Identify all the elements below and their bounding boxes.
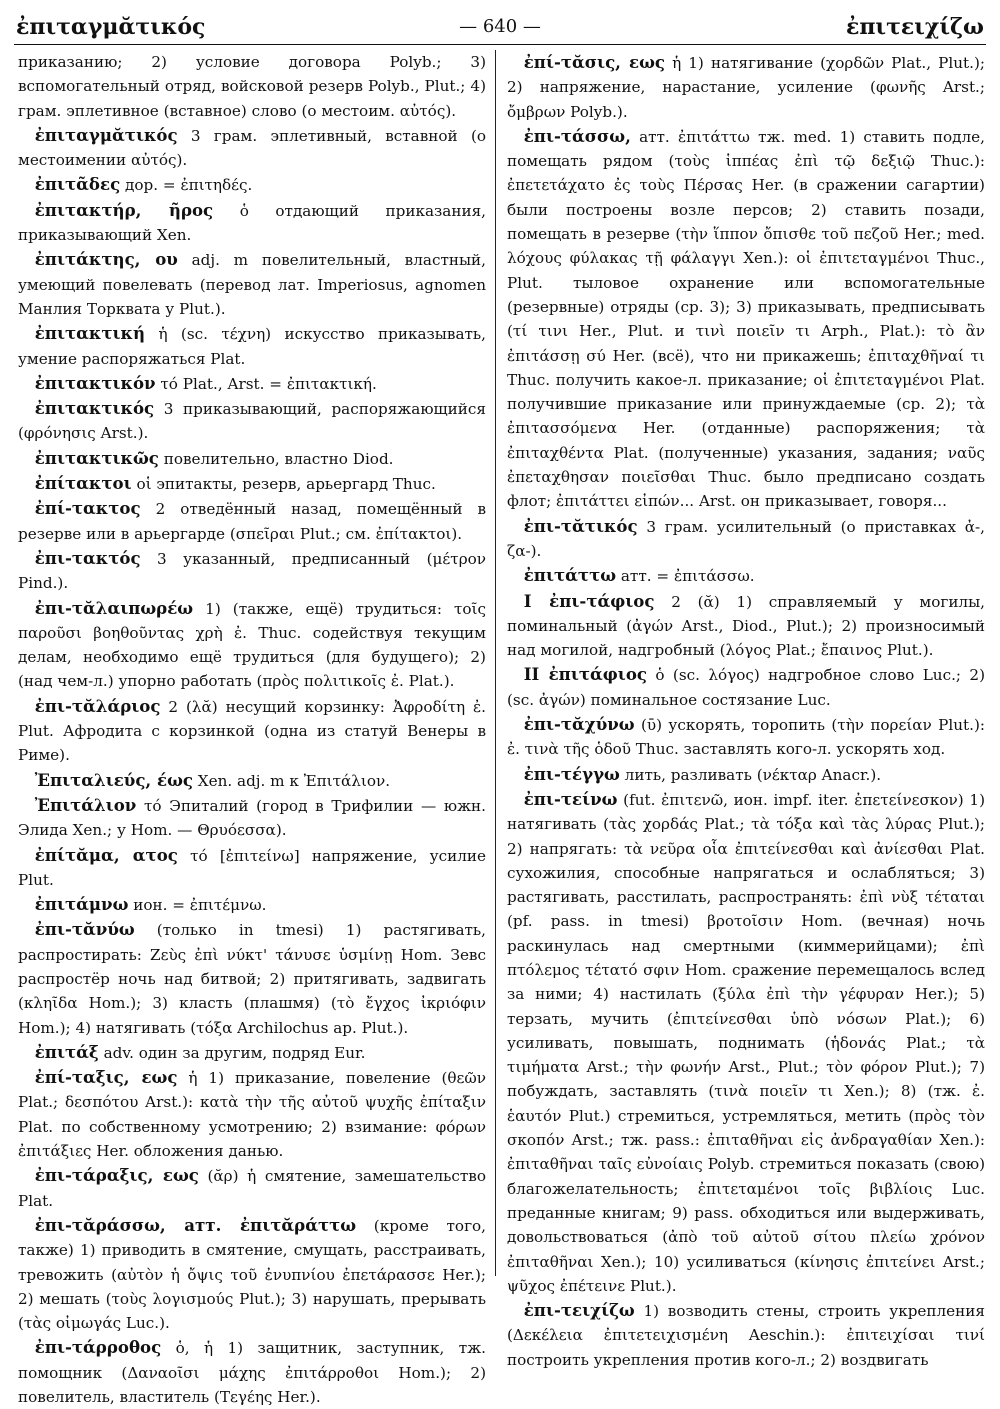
entry-definition: дор. = ἐπιτηδές. xyxy=(125,176,253,195)
left-column xyxy=(18,50,487,1407)
entry-definition: adv. один за другим, подряд Eur. xyxy=(103,1043,366,1062)
entry-headword: ἐπι-τέγγω xyxy=(523,763,620,784)
entry-headword: ἐπιτακτικόν xyxy=(34,372,156,393)
entry-definition: ὁ отдающий приказания, приказывающий Xen. xyxy=(18,201,486,245)
entry-headword: Ἐπιτάλιον xyxy=(34,794,137,815)
entry-headword: ἐπι-τείνω xyxy=(523,788,618,809)
entry-definition: τό Plat., Arst. = ἐπιτακτική. xyxy=(160,374,377,393)
entry-headword: ἐπιτάξ xyxy=(34,1041,99,1062)
entry-headword: ἐπί-ταξις, εως xyxy=(34,1067,178,1088)
entry-definition: τό Эпиталий (город в Трифилии — южн. Элида Xen.; у Hom. — Θρυόεσσα). xyxy=(18,796,486,840)
entry-headword: ἐπίτακτοι xyxy=(34,473,132,494)
entry-headword: ἐπιτάττω xyxy=(523,565,617,586)
page-header xyxy=(14,8,986,45)
entry-headword: ἐπι-τᾰνύω xyxy=(34,919,135,940)
entry-definition: ἡ (sc. τέχνη) искусство приказывать, умение распоряжаться Plat. xyxy=(18,325,486,368)
entry-headword: ἐπίτᾰμα, ατος xyxy=(34,844,178,865)
dictionary-entry xyxy=(18,446,486,471)
entry-definition: 3 указанный, предписанный (μέτρον Pind.). xyxy=(18,549,486,593)
entry-definition: ἡ 1) приказание, повеление (θεῶν Plat.; δεσπότου Arst.): κατὰ τὴν τῆς αὐτοῦ ψυχῆς ἐπίταξιν Plat. по собственному усмотрению; 2) взимание: φόρων ἐπιτάξιες Her. обложения данью. xyxy=(18,1069,487,1161)
entry-definition: 3 грам. эплетивный, вставной (о местоимении αὐτός). xyxy=(18,126,487,170)
dictionary-entry xyxy=(18,396,486,446)
entry-headword: ἐπιτάμνω xyxy=(34,894,129,915)
entry-definition: (кроме того, также) 1) приводить в смятение, смущать, расстраивать, тревожить (αὐτὸν ἡ ὄψις τοῦ ἐνυπνίου ἐπετάρασσε Her.); 2) мешать (τοὺς λογισμούς Plut.); 3) нарушать, прерывать (τὰς οἰμωγάς Luc.). xyxy=(18,1216,487,1333)
entry-definition: 2 (λᾰ) несущий корзинку: Ἀφροδίτη ἐ. Plut. Афродита с корзинкой (одна из статуй Венеры в Риме). xyxy=(18,697,487,765)
dictionary-entry xyxy=(507,1298,985,1372)
entry-headword: I ἐπι-τάφιος xyxy=(523,590,655,611)
entry-definition: ион. = ἐπιτέμνω. xyxy=(133,896,267,915)
dictionary-entry xyxy=(18,172,486,197)
dictionary-entry xyxy=(507,762,985,787)
dictionary-entry xyxy=(18,793,486,843)
dictionary-entry xyxy=(18,892,486,917)
dictionary-entry xyxy=(18,247,486,321)
entry-headword: ἐπι-τᾰλαιπωρέω xyxy=(34,597,194,618)
entry-headword: ἐπι-τάραξις, εως xyxy=(34,1165,199,1186)
entry-definition: 2 отведённый назад, помещённый в резерве или в арьергарде (σπεῖραι Plut.; см. ἐπίτακτοι). xyxy=(18,500,486,543)
right-column xyxy=(507,50,985,1369)
dictionary-entry xyxy=(18,321,486,371)
dictionary-entry xyxy=(18,596,486,694)
dictionary-entry xyxy=(18,371,486,396)
dictionary-entry xyxy=(18,546,486,596)
entry-definition: атт. = ἐπιτάσσω. xyxy=(620,567,755,586)
entry-headword: ἐπι-τᾰτικός xyxy=(523,515,638,536)
entry-headword: ἐπί-τᾰσις, εως xyxy=(523,52,665,72)
entry-definition: (fut. ἐπιτενῶ, ион. impf. iter. ἐπετείνεσκον) 1) натягивать (τὰς χορδάς Plat.; τὰ τόξα καὶ τὰς λύρας Plut.); 2) напрягать: τὰ νεῦρα οἷα ἐπιτείνεσθαι καὶ ἀνίεσθαι Plat. сухожилия, способные напрягаться и ослабляться; 3) растягивать, расстилать, распространять: ἐπὶ νὺξ τέταται (pf. pass. in tmesi) βροτοῖσιν Hom. (вечная) ночь раскинулась над смертными (киммерийцами); ἐπὶ πτόλεμος τέτατό σφιν Hom. сражение перемещалось вслед за ними; 4) настилать (ξύλα ἐπὶ τὴν γέφυραν Her.); 5) терзать, мучить (ἐπιτείνεσθαι ὑπὸ νόσων Plat.); 6) усиливать, повышать, поднимать (ἡδονάς Plat.; τὰ τιμήματα Arst.; τὴν φωνήν Arst., Plut.; τὸν φόρον Plut.); 7) побуждать, заставлять (τινὰ ποιεῖν τι Xen.); 8) (тж. ἐ. ἑαυτόν Plut.) стремиться, устремляться, метить (πρὸς τὸν σκοπόν Arst.; тж. pass.: ἐπιταθῆναι εἰς ἀνδραγαθίαν Xen.): ἐπιταθῆναι ταῖς εὐνοίαις Polyb. стремиться показать (свою) благожелательность; ἐπιτεταμένοι τοῖς βιβλίοις Luc. преданные книгам; 9) pass. обходиться или выдерживать, довольствоваться (ἀπὸ τοῦ αὐτοῦ σίτου πλείω χρόνον ἐπιταθῆναι Xen.); 10) усиливаться (κίνησις ἐπιτείνει Arst.; ψῦχος ἐπέτεινε Plut.). xyxy=(507,790,985,1295)
dictionary-entry xyxy=(18,1040,486,1065)
entry-headword: ἐπι-τᾰχύνω xyxy=(523,714,635,735)
entry-definition: οἱ эпитакты, резерв, арьергард Thuc. xyxy=(136,475,436,494)
entry-definition: атт. ἐπιτάττω тж. med. 1) ставить подле, помещать рядом (τοὺς ἱππέας ἐπὶ τῷ δεξιῷ Thuc.): ἐπετετάχατο ἐς τοὺς Πέρσας Her. (в сражении сагартии) были построены возле персов; 2) ставить позади, помещать в резерве (τὴν ἵππον ὄπισθε τοῦ πεζοῦ Her.; med. λόχους φύλακας τῇ φάλαγγι Xen.): οἱ ἐπιτεταγμένοι Thuc., Plut. тыловое охранение или вспомогательные (резервные) отряды (ср. 3); 3) приказывать, предписывать (τί τινι Her., Plut. и τινὶ ποιεῖν τι Arph., Plat.): τὸ ἂν ἐπιτάσσῃ σύ Her. (всё), что ни прикажешь; ἐπιταχθῆναί τι Thuc. получить какое-л. приказание; οἱ ἐπιτεταγμένοι Plat. получившие приказание или принуждаемые (ср. 2); τὰ ἐπιτασσόμενα Her. (отданные) распоряжения; τὰ ἐπιταχθέντα Plat. (полученные) указания, задания; ναῦς ἐπεταχθησαν ποιεῖσθαι Thuc. было предписано создать флот; ἐπιτάττει εἰπών... Arst. он приказывает, говоря... xyxy=(507,127,985,511)
entry-headword: ἐπιτακτική xyxy=(34,323,146,344)
entry-definition: 1) возводить стены, строить укрепления (Δεκέλεια ἐπιτετειχισμένη Aeschin.): ἐπιτειχίσαι τινί построить укрепления против кого-л.; 2) воздвигать xyxy=(507,1302,985,1369)
dictionary-entry xyxy=(18,471,486,496)
header-right-guide-word: ἐπιτειχίζω xyxy=(845,14,984,40)
entry-definition: ἡ 1) натягивание (χορδῶν Plat., Plut.); 2) напряжение, нарастание, усиление (φωνῆς Arst.; ὄμβρων Polyb.). xyxy=(507,54,985,121)
dictionary-entry xyxy=(18,1065,486,1163)
entry-headword: ἐπιτάκτης, ου xyxy=(34,249,178,270)
entry-headword: ἐπιτᾶδες xyxy=(34,174,121,195)
entry-definition: повелительно, властно Diod. xyxy=(163,449,394,468)
dictionary-entry xyxy=(18,917,486,1039)
dictionary-entry xyxy=(507,124,985,514)
entry-definition: (ῡ) ускорять, торопить (τὴν πορείαν Plut.): ἐ. τινὰ τῆς ὁδοῦ Thuc. заставлять кого-л. ускорять ход. xyxy=(507,716,985,759)
page-number: — 640 — xyxy=(459,16,541,37)
dictionary-entry xyxy=(507,787,985,1298)
entry-headword: Ἐπιταλιεύς, έως xyxy=(34,769,193,790)
entry-headword: ἐπι-τειχίζω xyxy=(523,1300,635,1321)
entry-headword: ἐπι-τᾰράσσω, атт. ἐπιτᾰράττω xyxy=(34,1214,357,1235)
dictionary-entry xyxy=(18,843,486,893)
dictionary-entry xyxy=(18,496,486,546)
entry-definition: (только in tmesi) 1) растягивать, распростирать: Ζεὺς ἐπὶ νύκτ' τάνυσε ὑσμίνῃ Hom. Зевс распростёр ночь над битвой; 2) притягивать, задвигать (κληῖδα Hom.); 3) класть (плашмя) (τὸ ἔγχος ἰκριόφιν Hom.); 4) натягивать (τόξα Archilochus ap. Plut.). xyxy=(18,921,486,1037)
dictionary-entry xyxy=(507,712,985,762)
dictionary-entry xyxy=(507,662,985,712)
entry-definition: 3 приказывающий, распоряжающийся (φρόνησις Arst.). xyxy=(18,400,487,443)
entry-definition: 3 грам. усилительный (о приставках ἀ-, ζα-). xyxy=(507,517,985,560)
entry-definition: (ᾰρ) ἡ смятение, замешательство Plat. xyxy=(18,1167,486,1210)
entry-headword: ἐπιταγμᾰτικός xyxy=(34,124,178,145)
entry-headword: ἐπι-τᾰλάριος xyxy=(34,695,161,716)
entry-headword: ἐπι-τάρροθος xyxy=(34,1337,162,1358)
entry-definition: ὁ (sc. λόγος) надгробное слово Luc.; 2) (sc. ἀγών) поминальное состязание Luc. xyxy=(507,666,985,709)
dictionary-entry xyxy=(507,50,985,124)
entry-headword: ἐπιτακτικῶς xyxy=(34,447,159,468)
dictionary-entry xyxy=(18,123,486,173)
entry-headword: ἐπί-τακτος xyxy=(34,498,141,519)
dictionary-entry xyxy=(18,1163,486,1213)
entry-headword: ἐπι-τακτός xyxy=(34,547,141,568)
entry-definition: 1) (также, ещё) трудиться: τοῖς παροῦσι βοηθοῦντας χρὴ ἐ. Thuc. содействуя текущим делам, необходимо ещё трудиться (для будущего); 2) (над чем-л.) упорно работать (πρὸς πολιτικοῖς ἐ. Plat.). xyxy=(18,599,487,691)
column-divider xyxy=(495,50,496,1276)
dictionary-entry xyxy=(507,514,985,564)
dictionary-entry xyxy=(18,1213,486,1335)
entry-definition: лить, разливать (νέκταρ Anacr.). xyxy=(624,765,882,784)
dictionary-entry xyxy=(18,694,486,768)
entry-headword: ἐπι-τάσσω, xyxy=(523,125,631,146)
entry-definition: ὁ, ἡ 1) защитник, заступник, тж. помощник (Δαναοῖσι μάχης ἐπιτάρροθοι Hom.); 2) повелитель, властитель (Τεγέης Her.). xyxy=(18,1339,486,1407)
dictionary-entry xyxy=(18,50,486,123)
entry-definition: adj. m повелительный, властный, умеющий повелевать (перевод лат. Imperiosus, agnomen Манлия Торквата у Plut.). xyxy=(18,251,487,318)
entry-definition: приказанию; 2) условие договора Polyb.; 3) вспомогательный отряд, войсковой резерв Polyb., Plut.; 4) грам. эплетивное (вставное) слово (о местоим. αὐτός). xyxy=(18,53,486,120)
entry-headword: ἐπιτακτικός xyxy=(34,398,155,419)
dictionary-entry xyxy=(18,1335,486,1409)
header-left-guide-word: ἐπιταγμᾰτικός xyxy=(16,14,206,40)
entry-definition: τό [ἐπιτείνω] напряжение, усилие Plut. xyxy=(18,846,486,889)
entry-definition: Xen. adj. m к Ἐπιτάλιον. xyxy=(197,771,391,790)
dictionary-entry xyxy=(18,768,486,793)
dictionary-entry xyxy=(18,198,486,248)
entry-definition: 2 (ᾰ) 1) справляемый у могилы, поминальный (ἀγών Arst., Diod., Plut.); 2) произносимый над могилой, надгробный (λόγος Plat.; ἔπαινος Plut.). xyxy=(507,592,985,660)
dictionary-entry xyxy=(507,563,985,588)
entry-headword: II ἐπιτάφιος xyxy=(523,664,647,685)
dictionary-entry xyxy=(507,589,985,663)
entry-headword: ἐπιτακτήρ, ῆρος xyxy=(34,199,214,220)
